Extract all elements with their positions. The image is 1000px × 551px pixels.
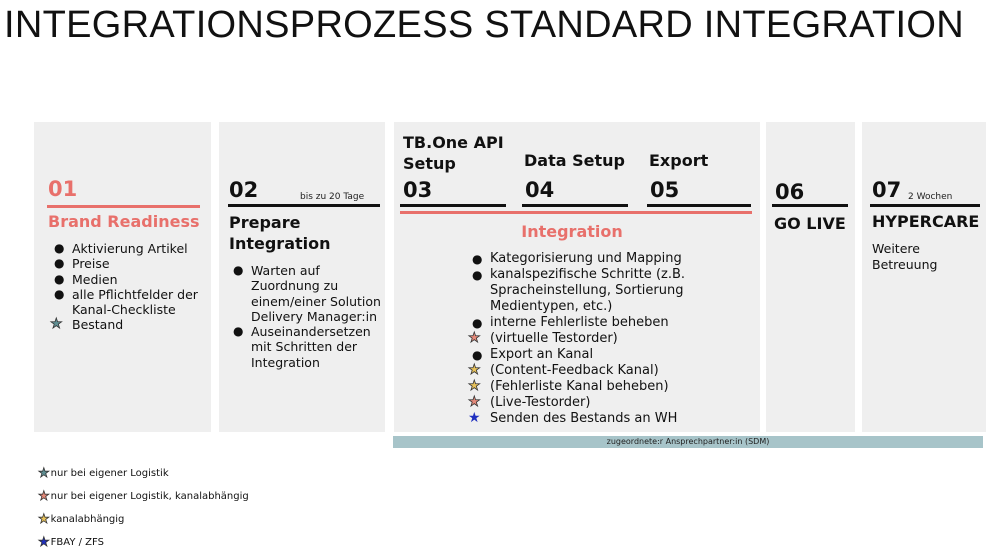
list-item (468, 347, 685, 363)
list-item (468, 299, 685, 315)
list-item (50, 302, 198, 317)
list-item (50, 287, 198, 302)
legend-label: FBAY / ZFS (50, 537, 104, 548)
sdm-bar-label: zugeordnete:r Ansprechpartner:in (SDM) (606, 437, 770, 446)
step-02-heading-line1: Prepare (229, 213, 301, 232)
step-07-text-line2: Betreuung (872, 257, 938, 272)
list-item-text: Kategorisierung und Mapping (490, 251, 682, 266)
star-salmon-icon: ★ (468, 394, 481, 410)
star-blue-icon: ★ (38, 535, 50, 550)
list-item (229, 355, 381, 370)
step-07-panel (862, 122, 986, 432)
step-03-label-line2: Setup (403, 154, 456, 173)
list-item (50, 317, 198, 332)
list-item (468, 411, 685, 427)
list-item (229, 309, 381, 324)
list-item (468, 379, 685, 395)
bullet-icon: ● (54, 256, 65, 271)
step-02-number: 02 (229, 178, 259, 202)
list-item-text: mit Schritten der (251, 339, 358, 355)
bullet-icon: ● (233, 263, 244, 277)
list-item-text: Zuordnung zu (251, 278, 339, 294)
list-item-text: Integration (251, 354, 320, 370)
legend-label: nur bei eigener Logistik (50, 468, 169, 479)
step-02-duration: bis zu 20 Tage (300, 192, 365, 202)
list-item (229, 278, 381, 293)
bullet-icon: ● (472, 348, 483, 362)
list-item-text: (Live-Testorder) (490, 395, 591, 410)
list-item-text: (Content-Feedback Kanal) (490, 363, 659, 378)
bullet-icon: ● (472, 252, 483, 266)
step-01-number: 01 (48, 177, 78, 201)
step-02-list (229, 263, 381, 370)
list-item (468, 283, 685, 299)
step-03-label-line1: TB.One API (403, 133, 504, 152)
star-yellow-icon: ★ (468, 378, 481, 394)
star-yellow-icon: ★ (38, 512, 50, 527)
step-06-heading: GO LIVE (774, 214, 846, 233)
list-item (50, 272, 198, 287)
star-yellow-icon: ★ (468, 362, 481, 378)
list-item (468, 251, 685, 267)
legend-item (38, 466, 169, 481)
list-item (229, 339, 381, 354)
step-07-text-line1: Weitere (872, 241, 920, 256)
step-01-panel (34, 122, 211, 432)
integration-list (468, 251, 685, 427)
star-salmon-icon: ★ (38, 489, 50, 504)
star-teal-icon: ★ (50, 316, 63, 333)
list-item-text: Bestand (72, 317, 124, 333)
step-07-duration: 2 Wochen (908, 192, 953, 202)
step-03-number: 03 (403, 178, 433, 202)
list-item-text: interne Fehlerliste beheben (490, 315, 669, 330)
step-04-underline (522, 204, 628, 207)
step-07-underline (870, 204, 980, 207)
legend-label: kanalabhängig (50, 514, 125, 525)
sdm-bar (393, 436, 983, 448)
list-item (468, 267, 685, 283)
legend-item (38, 489, 249, 504)
list-item-text: einem/einer Solution (251, 293, 381, 309)
step-05-number: 05 (650, 178, 680, 202)
bullet-icon: ● (54, 241, 65, 255)
step-03-underline (400, 204, 506, 207)
list-item (50, 256, 198, 271)
list-item-text: alle Pflichtfelder der (72, 286, 198, 302)
list-item-text: Delivery Manager:in (251, 308, 378, 324)
list-item-text: kanalspezifische Schritte (z.B. (490, 267, 686, 282)
list-item-text: Medientypen, etc.) (490, 299, 613, 314)
step-05-underline (647, 204, 751, 207)
step-01-underline (47, 205, 200, 208)
list-item-text: Kanal-Checkliste (72, 302, 176, 318)
list-item-text: (Fehlerliste Kanal beheben) (490, 379, 669, 394)
list-item (468, 363, 685, 379)
legend-item (38, 512, 124, 527)
list-item-text: Export an Kanal (490, 347, 594, 362)
list-item-text: Warten auf (251, 263, 320, 278)
integration-underline (400, 211, 752, 214)
list-item-text: Senden des Bestands an WH (490, 411, 678, 426)
step-04-label: Data Setup (524, 151, 625, 170)
bullet-icon: ● (54, 271, 65, 286)
list-item-text: Preise (72, 256, 110, 272)
list-item-text: Auseinandersetzen (251, 324, 371, 340)
list-item (50, 241, 198, 256)
step-02-panel (219, 122, 385, 432)
legend-item (38, 535, 104, 550)
list-item (229, 263, 381, 278)
star-teal-icon: ★ (38, 466, 50, 481)
step-06-underline (772, 204, 848, 207)
step-06-number: 06 (775, 180, 805, 204)
step-01-heading: Brand Readiness (48, 212, 200, 231)
list-item (468, 331, 685, 347)
step-06-panel (766, 122, 855, 432)
step-02-underline (228, 204, 380, 207)
star-salmon-icon: ★ (468, 330, 481, 346)
page-title: INTEGRATIONSPROZESS STANDARD INTEGRATION (4, 4, 964, 46)
bullet-icon: ● (54, 286, 65, 301)
list-item (229, 294, 381, 309)
bullet-icon: ● (472, 268, 483, 282)
legend-label: nur bei eigener Logistik, kanalabhängig (50, 491, 249, 502)
step-07-heading: HYPERCARE (872, 212, 980, 231)
integration-panel (394, 122, 760, 432)
step-07-number: 07 (872, 178, 902, 202)
bullet-icon: ● (233, 324, 244, 339)
list-item-text: Medien (72, 271, 118, 287)
list-item (468, 395, 685, 411)
step-05-label: Export (649, 151, 709, 170)
step-01-list (50, 241, 198, 333)
integration-heading: Integration (521, 222, 623, 241)
list-item-text: Spracheinstellung, Sortierung (490, 283, 684, 298)
list-item-text: Aktivierung Artikel (72, 241, 188, 256)
list-item (229, 324, 381, 339)
bullet-icon: ● (472, 316, 483, 330)
list-item (468, 315, 685, 331)
step-04-number: 04 (525, 178, 555, 202)
step-02-heading-line2: Integration (229, 234, 331, 253)
star-blue-icon: ★ (468, 410, 481, 426)
list-item-text: (virtuelle Testorder) (490, 331, 618, 346)
